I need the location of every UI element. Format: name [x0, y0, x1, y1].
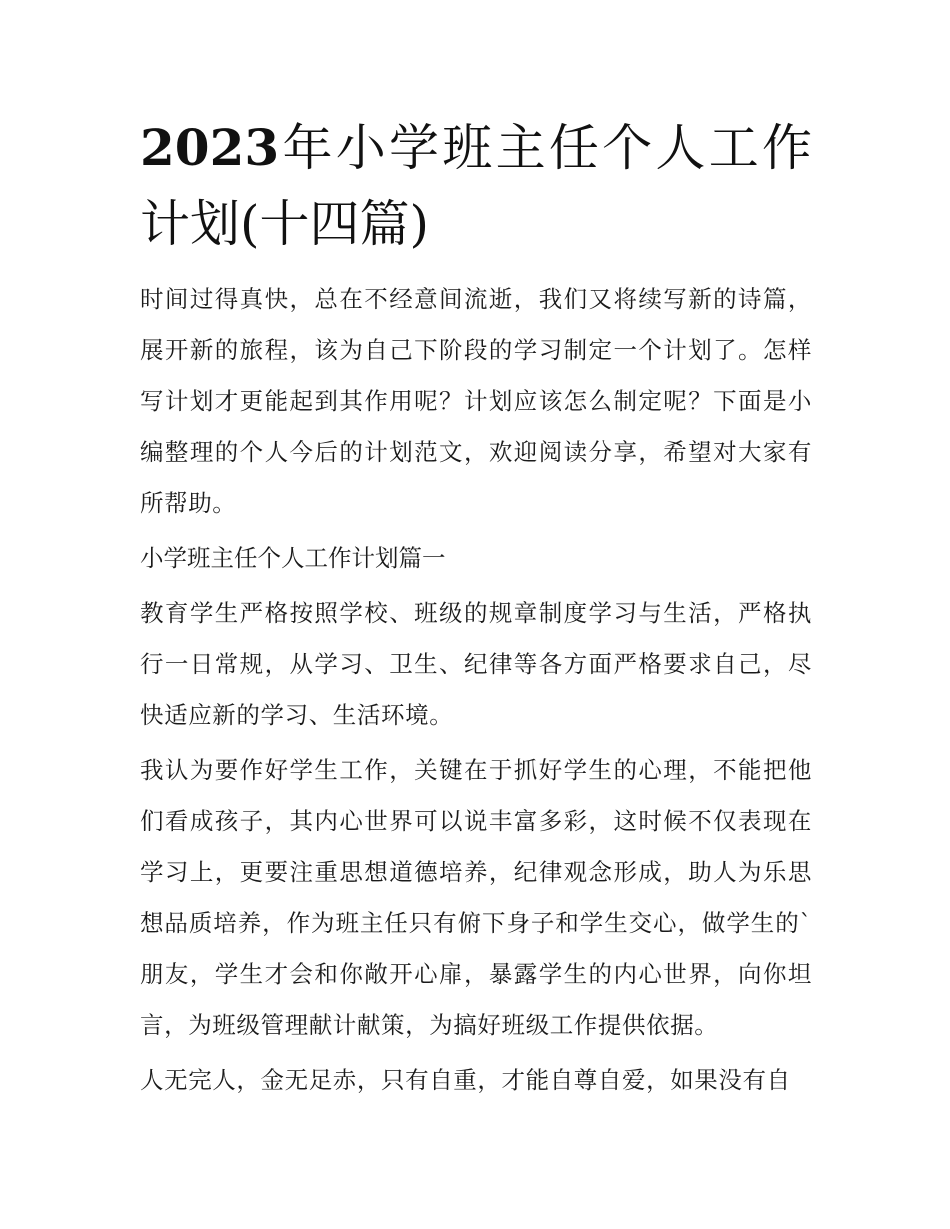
section-heading: 小学班主任个人工作计划篇一 — [140, 544, 446, 572]
document-title — [140, 110, 812, 262]
intro-paragraph: 时间过得真快，总在不经意间流逝，我们又将续写新的诗篇，展开新的旅程，该为自己下阶段的学习制定一个计划了。怎样写计划才更能起到其作用呢？计划应该怎么制定呢？下面是小编整理的个人今后的计划范文，欢迎阅读分享，希望对大家有所帮助。 — [140, 285, 812, 517]
body-paragraph: 教育学生严格按照学校、班级的规章制度学习与生活，严格执行一日常规，从学习、卫生、纪律等各方面严格要求自己，尽快适应新的学习、生活环境。 — [140, 599, 812, 729]
title-year: 2023 — [140, 118, 280, 177]
body-paragraph: 人无完人，金无足赤，只有自重，才能自尊自爱，如果没有自 — [140, 1066, 791, 1094]
body-paragraph: 我认为要作好学生工作，关键在于抓好学生的心理，不能把他们看成孩子，其内心世界可以说丰富多彩，这时候不仅表现在学习上，更要注重思想道德培养，纪律观念形成，助人为乐思想品质培养，作为班主任只有俯下身子和学生交心，做学生的`朋友，学生才会和你敞开心扉，暴露学生的内心世界，向你坦言，为班级管理献计献策，为搞好班级工作提供依据。 — [140, 756, 812, 1039]
document-content — [140, 110, 812, 1110]
title-text: 年小学班主任个人工作计划(十四篇) — [140, 119, 812, 253]
document-body — [140, 274, 812, 1106]
